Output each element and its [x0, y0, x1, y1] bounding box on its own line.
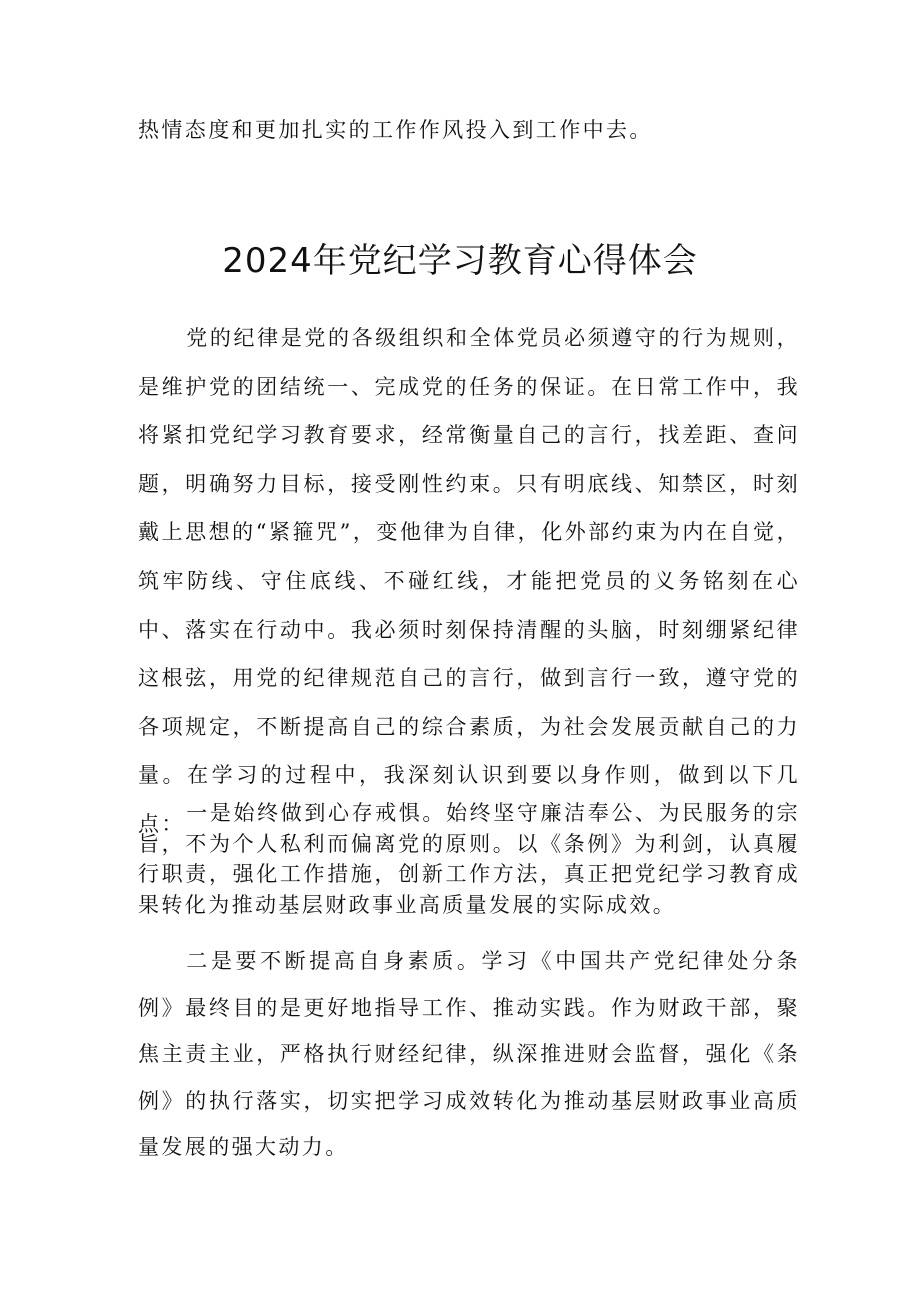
carry-over-text: 热情态度和更加扎实的工作作风投入到工作中去。: [138, 118, 653, 142]
body-paragraph-1: 党的纪律是党的各级组织和全体党员必须遵守的行为规则，是维护党的团结统一、完成党的任务的保证。在日常工作中，我将紧扣党纪学习教育要求，经常衡量自己的言行，找差距、查问题，明确努力目标，接受刚性约束。只有明底线、知禁区，时刻戴上思想的“紧箍咒”，变他律为自律，化外部约束为内在自觉，筑牢防线、守住底线、不碰红线，才能把党员的义务铭刻在心中、落实在行动中。我必须时刻保持清醒的头脑，时刻绷紧纪律这根弦，用党的纪律规范自己的言行，做到言行一致，遵守党的各项规定，不断提高自己的综合素质，为社会发展贡献自己的力量。在学习的过程中，我深刻认识到要以身作则，做到以下几点：: [138, 326, 800, 836]
body-paragraph-3: 二是要不断提高自身素质。学习《中国共产党纪律处分条例》最终目的是更好地指导工作、推动实践。作为财政干部，聚焦主责主业，严格执行财经纪律，纵深推进财会监督，强化《条例》的执行落实，切实把学习成效转化为推动基层财政事业高质量发展的强大动力。: [138, 949, 800, 1159]
document-title: 2024年党纪学习教育心得体会: [222, 240, 698, 281]
body-paragraph-2: 一是始终做到心存戒惧。始终坚守廉洁奉公、为民服务的宗旨，不为个人私利而偏离党的原则。以《条例》为利剑，认真履行职责，强化工作措施，创新工作方法，真正把党纪学习教育成果转化为推动基层财政事业高质量发展的实际成效。: [138, 801, 800, 917]
